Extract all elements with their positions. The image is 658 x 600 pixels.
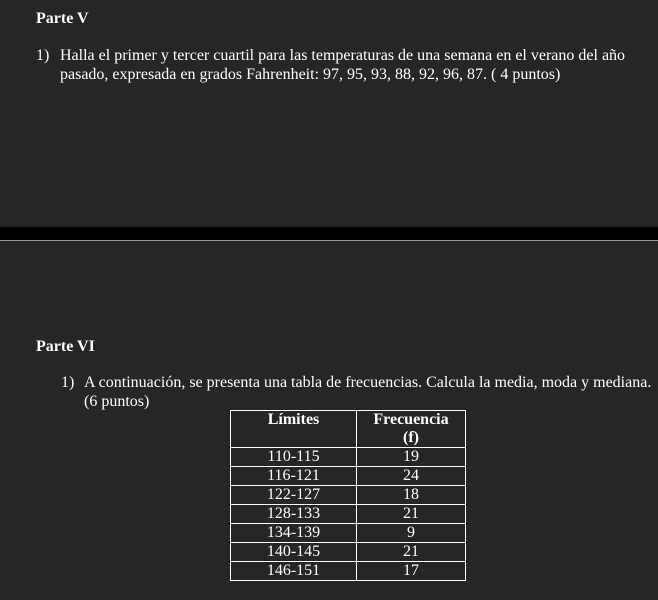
page-part-v	[0, 0, 658, 227]
table-row	[231, 524, 466, 543]
table-row	[231, 467, 466, 486]
header-limits: Límites	[231, 411, 357, 448]
question-text-line-2: (6 puntos)	[84, 393, 150, 410]
limits-cell: 116-121	[231, 467, 357, 486]
table-row	[231, 486, 466, 505]
limits-cell: 140-145	[231, 543, 357, 562]
question-number: 1)	[36, 47, 50, 64]
freq-cell: 17	[357, 562, 466, 581]
question-text-line-1: Halla el primer y tercer cuartil para las temperaturas de una semana en el verano del año	[60, 47, 626, 64]
part-vi-heading: Parte VI	[36, 338, 95, 355]
part-v-question-1	[36, 47, 656, 87]
table-header-row	[231, 411, 466, 448]
table-row	[231, 448, 466, 467]
freq-cell: 19	[357, 448, 466, 467]
page-part-vi	[0, 241, 658, 600]
table-row	[231, 562, 466, 581]
freq-cell: 21	[357, 543, 466, 562]
table-row	[231, 543, 466, 562]
table-row	[231, 505, 466, 524]
freq-cell: 24	[357, 467, 466, 486]
limits-cell: 128-133	[231, 505, 357, 524]
freq-cell: 9	[357, 524, 466, 543]
part-v-heading: Parte V	[36, 10, 89, 27]
question-text-line-1: A continuación, se presenta una tabla de frecuencias. Calcula la media, moda y mediana.	[84, 374, 652, 391]
freq-cell: 21	[357, 505, 466, 524]
part-vi-question-1	[61, 374, 658, 414]
frequency-table	[230, 410, 466, 581]
page-gap	[0, 227, 658, 240]
question-text-line-2: pasado, expresada en grados Fahrenheit: 97, 95, 93, 88, 92, 96, 87. ( 4 puntos)	[60, 66, 561, 83]
header-frequency-line-2: (f)	[403, 429, 419, 446]
limits-cell: 110-115	[231, 448, 357, 467]
header-frequency	[357, 411, 466, 448]
question-number: 1)	[61, 374, 75, 391]
limits-cell: 146-151	[231, 562, 357, 581]
limits-cell: 122-127	[231, 486, 357, 505]
limits-cell: 134-139	[231, 524, 357, 543]
freq-cell: 18	[357, 486, 466, 505]
header-frequency-line-1: Frecuencia	[373, 411, 449, 428]
